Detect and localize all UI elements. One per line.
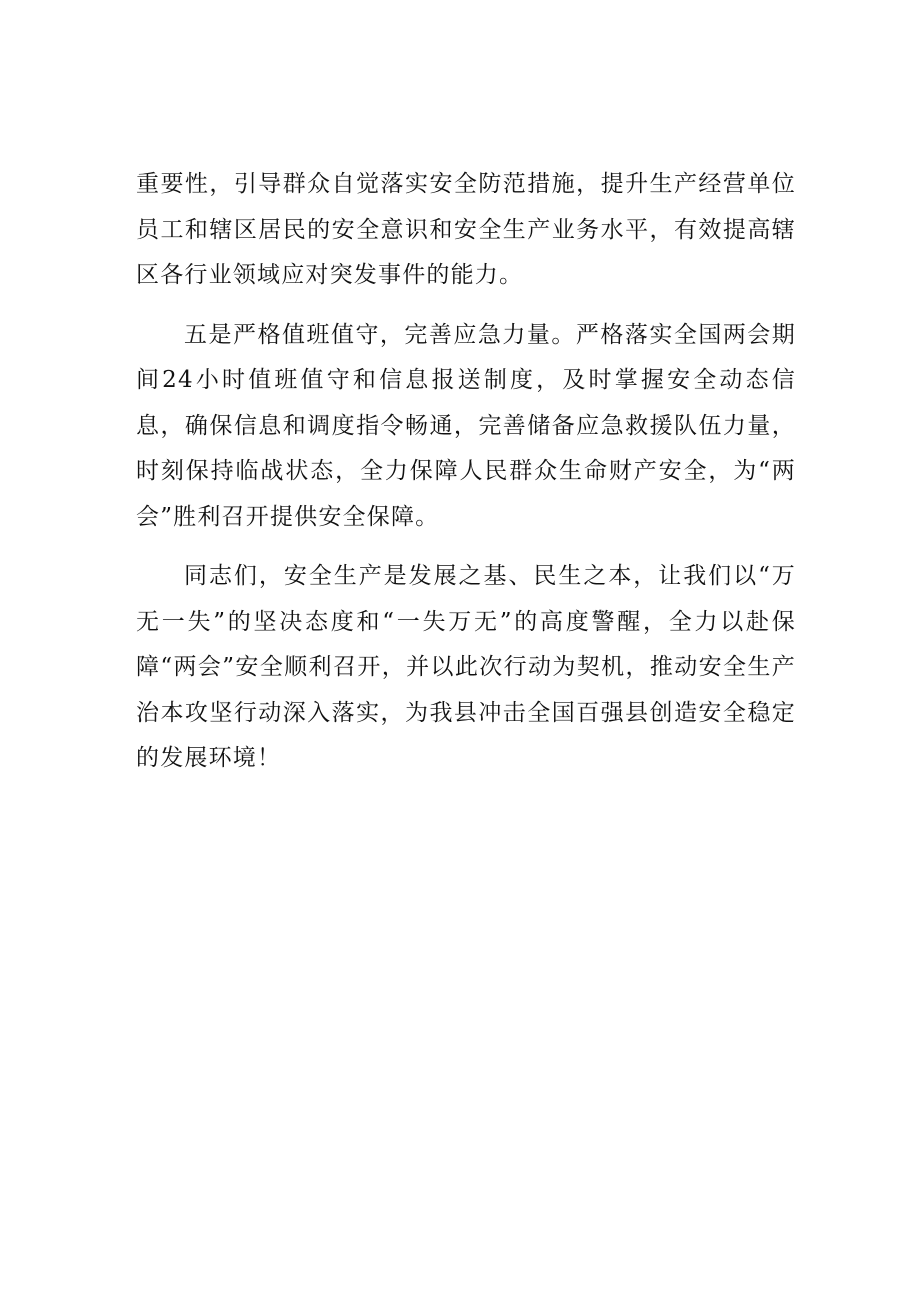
paragraph-closing-remarks: 同志们，安全生产是发展之基、民生之本，让我们以“万无一失”的坚决态度和“一失万无”的高度警醒，全力以赴保障“两会”安全顺利召开，并以此次行动为契机，推动安全生产治本攻坚行动深入落实，为我县冲击全国百强县创造安全稳定的发展环境！ [136,563,796,771]
paragraph-continued: 重要性，引导群众自觉落实安全防范措施，提升生产经营单位员工和辖区居民的安全意识和安全生产业务水平，有效提高辖区各行业领域应对突发事件的能力。 [136,171,796,288]
document-body [136,162,796,782]
paragraph-duty-shift: 五是严格值班值守，完善应急力量。严格落实全国两会期间24小时值班值守和信息报送制度，及时掌握安全动态信息，确保信息和调度指令畅通，完善储备应急救援队伍力量，时刻保持临战状态，全力保障人民群众生命财产安全，为“两会”胜利召开提供安全保障。 [136,321,796,530]
